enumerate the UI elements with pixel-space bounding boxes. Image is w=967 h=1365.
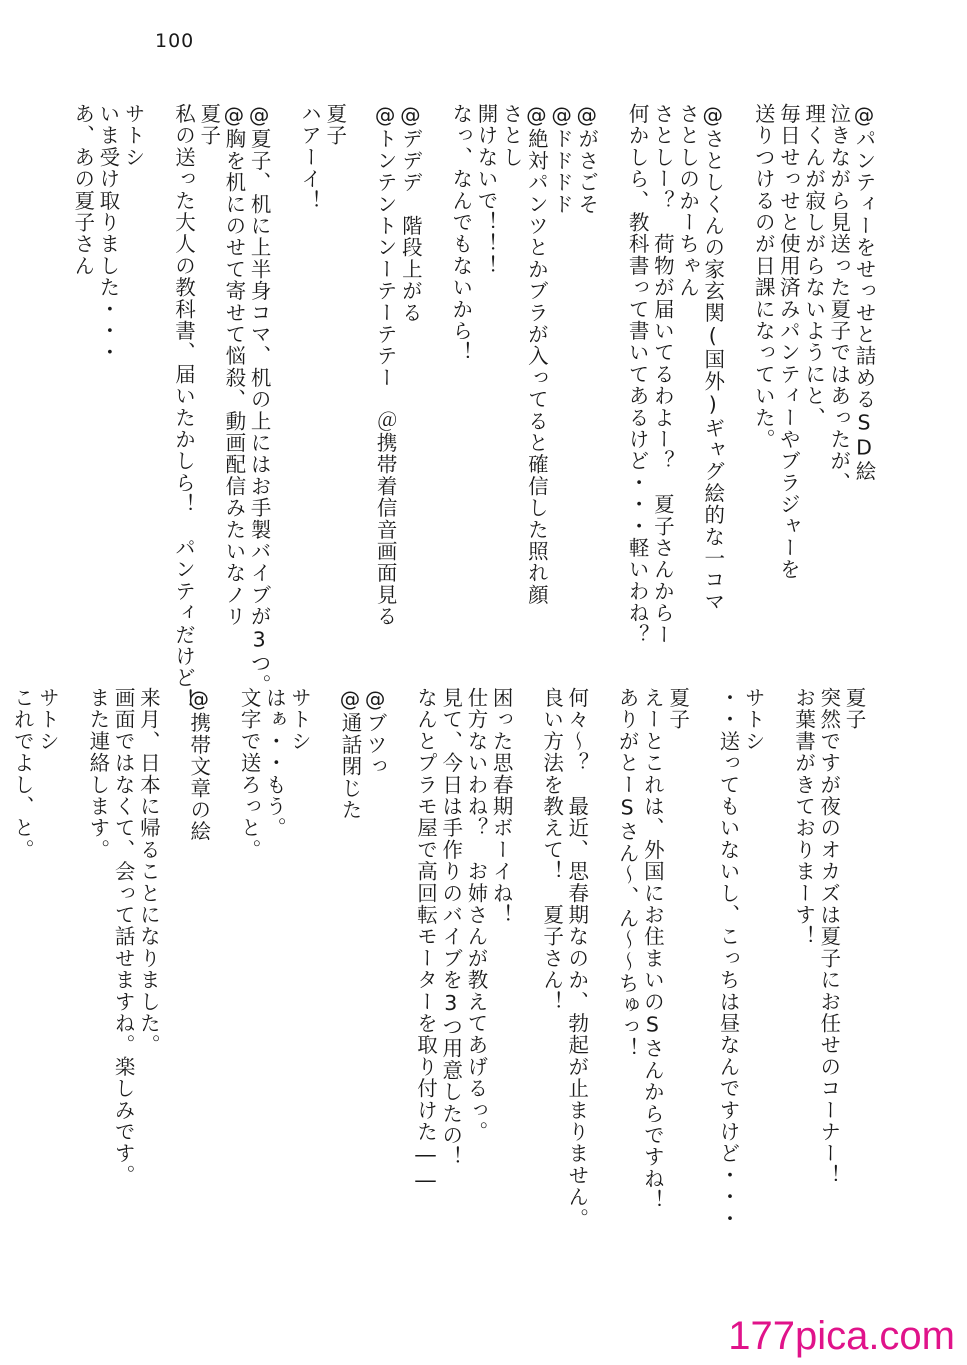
text-line: 夏子	[322, 103, 347, 147]
text-line: 何かしら、教科書って書いてあるけど・・・軽いわね？	[625, 103, 650, 646]
text-line: 来月、日本に帰ることになりました。	[136, 687, 161, 1056]
text-line	[347, 103, 372, 623]
text-line: @胸を机にのせて寄せて悩殺、動画配信みたいなノリ	[221, 103, 246, 628]
text-line	[60, 687, 85, 1167]
text-line: @がさごそ	[574, 103, 599, 215]
text-line	[387, 687, 412, 1167]
text-line	[589, 687, 614, 1167]
text-line: @さとしくんの家玄関(国外)ギャグ絵的な一コマ	[700, 103, 725, 613]
text-line	[160, 687, 185, 1167]
text-line: さとしー？ 荷物が届いてるわよー？ 夏子さんからー	[650, 103, 675, 646]
text-line: @通話閉じた	[337, 687, 362, 821]
text-line: @トンテントンーテーテテー ＠携帯着信音画面見る	[373, 103, 398, 628]
text-line: 泣きながら見送った夏子ではあったが、	[826, 103, 851, 494]
text-line: ・・送ってもいないし、こっちは昼なんですけど・・・	[715, 687, 740, 1230]
text-line: さとしのかーちゃん	[675, 103, 700, 299]
text-line	[765, 687, 790, 1167]
text-line: なんとプラモ屋で高回転モーターを取り付けた――	[413, 687, 438, 1194]
text-line: また連絡します。	[85, 687, 110, 861]
text-line: なっ、なんでもないから！	[448, 103, 473, 364]
text-line: 私の送った大人の教科書、届いたかしら！ パンティだけど！	[171, 103, 196, 711]
text-line: @絶対パンツとかブラが入ってると確信した照れ顔	[524, 103, 549, 606]
text-line: 夏子	[842, 687, 866, 731]
text-line: あ、あの夏子さん	[70, 103, 95, 277]
text-line: 理くんが寂しがらないようにと、	[801, 103, 826, 429]
lower-text-block	[9, 687, 866, 1230]
text-line	[145, 103, 170, 623]
text-line: @ドドドド	[549, 103, 574, 215]
text-line: お葉書がきておりまーす！	[791, 687, 816, 948]
text-line: 文字で送ろっと。	[237, 687, 262, 861]
text-line: @パンティーをせっせと詰めるSD絵	[852, 103, 876, 483]
text-line: ハアーイ！	[297, 103, 322, 212]
text-line: これでよし、と。	[10, 687, 35, 861]
text-line	[690, 687, 715, 1167]
text-line: 突然ですが夜のオカズは夏子にお任せのコーナー！	[816, 687, 841, 1187]
text-line: @夏子、机に上半身コマ、机の上にはお手製バイブが3つ。	[247, 103, 272, 696]
upper-text-block	[70, 103, 877, 711]
text-line	[599, 103, 624, 623]
text-line: サトシ	[741, 687, 766, 753]
text-line: いま受け取りました・・・	[95, 103, 120, 364]
text-line	[211, 687, 236, 1167]
text-line: @携帯文章の絵	[186, 687, 211, 843]
text-line: サトシ	[35, 687, 60, 753]
text-line: サトシ	[287, 687, 312, 753]
text-line: @ブツっ	[363, 687, 388, 778]
text-line: はぁ・・もう。	[262, 687, 287, 839]
text-line: 夏子	[196, 103, 221, 147]
text-line: さとし	[499, 103, 524, 169]
text-line: 夏子	[665, 687, 690, 731]
text-line: サトシ	[121, 103, 146, 169]
text-line: 開けないで！！！	[473, 103, 498, 277]
text-line	[271, 103, 296, 623]
text-line: 何々～？ 最近、思春期なのか、勃起が止まりません。	[564, 687, 589, 1230]
text-line	[725, 103, 750, 623]
text-line: 良い方法を教えて！ 夏子さん！	[539, 687, 564, 1013]
text-line: @デデデ 階段上がる	[398, 103, 423, 324]
text-line: 送りつけるのが日課になっていた。	[751, 103, 776, 451]
text-line	[422, 103, 447, 623]
page-number: 100	[155, 30, 195, 52]
text-line: えーとこれは、外国にお住まいのSさんからですね！	[640, 687, 665, 1212]
watermark: 177pica.com	[728, 1314, 955, 1358]
text-line	[513, 687, 538, 1167]
text-line: 毎日せっせと使用済みパンティーやブラジャーを	[776, 103, 801, 581]
text-line	[312, 687, 337, 1167]
text-line: 見て、今日は手作りのバイブを3つ用意したの！	[438, 687, 463, 1168]
text-line: ありがとーSさん～、ん～～ちゅっ！	[615, 687, 640, 1060]
text-line: 画面ではなくて、会って話せますね。楽しみです。	[111, 687, 136, 1187]
text-line: 仕方ないわね？ お姉さんが教えてあげるっ。	[463, 687, 488, 1143]
text-line: 困った思春期ボーイね！	[489, 687, 514, 926]
